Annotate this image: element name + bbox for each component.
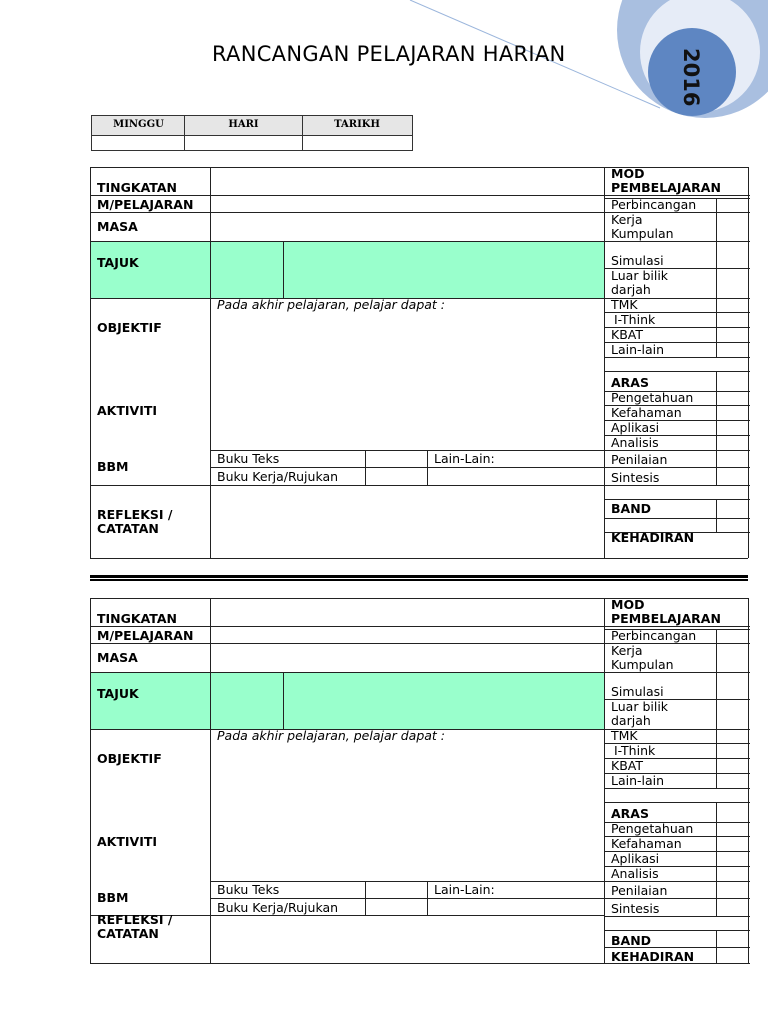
label-masa: MASA (97, 650, 138, 665)
tingkatan-input[interactable] (211, 168, 603, 195)
grid-line (604, 357, 750, 358)
grid-line (604, 788, 750, 789)
grid-line (210, 598, 211, 963)
label-tingkatan: TINGKATAN (97, 180, 177, 195)
grid-line (90, 167, 91, 558)
mod-kumpulan: Kumpulan (611, 226, 674, 241)
aras-kefahaman: Kefahaman (611, 836, 682, 851)
aras-penilaian: Penilaian (611, 883, 668, 898)
grid-line (210, 167, 211, 558)
checkbox-cell[interactable] (717, 421, 747, 435)
label-catatan: CATATAN (97, 521, 159, 536)
week-column-header: TARIKH (334, 119, 380, 130)
aras-aplikasi: Aplikasi (611, 420, 660, 435)
mod-perbincangan: Perbincangan (611, 628, 697, 643)
checkbox-cell[interactable] (717, 700, 747, 729)
kehadiran-label: KEHADIRAN (611, 530, 695, 545)
grid-line (283, 672, 284, 729)
grid-line (90, 241, 604, 242)
label-bbm: BBM (97, 890, 129, 905)
grid-line (604, 598, 605, 963)
week-cell-tarikh[interactable] (302, 116, 412, 150)
mod-kerja: Kerja (611, 643, 643, 658)
label-masa: MASA (97, 219, 138, 234)
grid-line (90, 485, 604, 486)
label-mata-pelajaran: M/PELAJARAN (97, 197, 194, 212)
checkbox-cell[interactable] (717, 644, 747, 672)
aras-analisis: Analisis (611, 435, 659, 450)
checkbox-cell[interactable] (717, 406, 747, 420)
checkbox-cell[interactable] (717, 882, 747, 898)
aras-pengetahuan: Pengetahuan (611, 821, 694, 836)
mod-simulasi: Simulasi (611, 253, 664, 268)
mod-kumpulan: Kumpulan (611, 657, 674, 672)
week-table (91, 115, 413, 151)
objektif-prompt: Pada akhir pelajaran, pelajar dapat : (217, 297, 446, 312)
grid-line (604, 802, 750, 803)
tingkatan-input[interactable] (211, 599, 603, 626)
grid-line (90, 643, 604, 644)
tajuk-input-1[interactable] (211, 243, 283, 297)
grid-line (90, 167, 604, 168)
aras-sintesis: Sintesis (611, 901, 660, 916)
aras-sintesis: Sintesis (611, 470, 660, 485)
aras-penilaian: Penilaian (611, 452, 668, 467)
grid-line (90, 598, 604, 599)
checkbox-cell[interactable] (717, 867, 747, 881)
grid-line (604, 195, 750, 196)
tajuk-input-2[interactable] (285, 243, 603, 297)
bbm-buku-kerja: Buku Kerja/Rujukan (217, 900, 339, 915)
mod-ithink: I-Think (614, 743, 656, 758)
bbm-lain-lain: Lain-Lain: (434, 882, 495, 897)
checkbox-cell[interactable] (717, 630, 747, 643)
mod-heading: MOD (611, 166, 645, 181)
year-badge (679, 48, 703, 107)
kehadiran-label: KEHADIRAN (611, 949, 695, 964)
section-divider (90, 579, 748, 581)
grid-line (604, 558, 748, 559)
grid-line (210, 898, 604, 899)
checkbox-cell[interactable] (717, 269, 747, 298)
grid-line (90, 212, 604, 213)
aras-aplikasi: Aplikasi (611, 851, 660, 866)
mod-lain-lain: Lain-lain (611, 342, 665, 357)
mod-perbincangan: Perbincangan (611, 197, 697, 212)
checkbox-cell[interactable] (717, 730, 747, 743)
mod-heading: MOD (611, 597, 645, 612)
label-objektif: OBJEKTIF (97, 751, 162, 766)
mod-darjah: darjah (611, 713, 651, 728)
mata-pelajaran-input[interactable] (211, 628, 603, 643)
week-cell-minggu[interactable] (92, 116, 185, 150)
aras-analisis: Analisis (611, 866, 659, 881)
bbm-buku-teks: Buku Teks (217, 451, 280, 466)
mod-heading-2: PEMBELAJARAN (611, 180, 721, 195)
mod-luar-bilik: Luar bilik (611, 268, 669, 283)
checkbox-cell[interactable] (717, 744, 747, 758)
grid-line (90, 626, 604, 627)
checkbox-cell[interactable] (717, 392, 747, 405)
grid-line (604, 485, 750, 486)
checkbox-cell[interactable] (717, 328, 747, 342)
mod-kbat: KBAT (611, 758, 643, 773)
label-bbm: BBM (97, 459, 129, 474)
label-refleksi: REFLEKSI / (97, 912, 173, 927)
objektif-prompt: Pada akhir pelajaran, pelajar dapat : (217, 728, 446, 743)
grid-line (283, 241, 284, 298)
mod-tmk: TMK (611, 297, 638, 312)
bbm-buku-kerja: Buku Kerja/Rujukan (217, 469, 339, 484)
masa-input[interactable] (211, 214, 603, 241)
aras-heading: ARAS (611, 806, 649, 821)
masa-input[interactable] (211, 645, 603, 672)
grid-line (210, 467, 604, 468)
grid-line (90, 672, 604, 673)
checkbox-cell[interactable] (717, 213, 747, 241)
tajuk-input-1[interactable] (211, 674, 283, 728)
mod-ithink: I-Think (614, 312, 656, 327)
grid-line (604, 626, 750, 627)
grid-line (604, 371, 750, 372)
objektif-aktiviti-input[interactable] (211, 314, 603, 450)
page-title: RANCANGAN PELAJARAN HARIAN (212, 42, 566, 66)
label-tajuk: TAJUK (97, 255, 139, 270)
checkbox-cell[interactable] (717, 242, 747, 268)
label-mata-pelajaran: M/PELAJARAN (97, 628, 194, 643)
mod-kerja: Kerja (611, 212, 643, 227)
grid-line (365, 450, 366, 485)
section-divider (90, 575, 748, 578)
bbm-lain-lain: Lain-Lain: (434, 451, 495, 466)
band-label: BAND (611, 933, 652, 948)
grid-line (748, 598, 749, 963)
aras-kefahaman: Kefahaman (611, 405, 682, 420)
mod-darjah: darjah (611, 282, 651, 297)
tajuk-input-2[interactable] (285, 674, 603, 728)
grid-line (604, 499, 750, 500)
mod-lain-lain: Lain-lain (611, 773, 665, 788)
grid-line (365, 881, 366, 916)
label-objektif: OBJEKTIF (97, 320, 162, 335)
checkbox-cell[interactable] (717, 673, 747, 699)
label-refleksi: REFLEKSI / (97, 507, 173, 522)
label-tingkatan: TINGKATAN (97, 611, 177, 626)
mod-luar-bilik: Luar bilik (611, 699, 669, 714)
mata-pelajaran-input[interactable] (211, 197, 603, 212)
week-column-header: HARI (228, 119, 259, 130)
label-tajuk: TAJUK (97, 686, 139, 701)
label-catatan: CATATAN (97, 926, 159, 941)
grid-line (604, 930, 750, 931)
checkbox-cell[interactable] (717, 774, 747, 788)
aras-pengetahuan: Pengetahuan (611, 390, 694, 405)
week-column-header: MINGGU (113, 119, 164, 130)
checkbox-cell[interactable] (717, 899, 747, 916)
year-text: 2016 (679, 48, 703, 107)
grid-line (90, 598, 91, 963)
mod-heading-2: PEMBELAJARAN (611, 611, 721, 626)
bbm-buku-teks: Buku Teks (217, 882, 280, 897)
label-aktiviti: AKTIVITI (97, 403, 158, 418)
grid-line (90, 963, 604, 964)
aras-heading: ARAS (611, 375, 649, 390)
checkbox-cell[interactable] (717, 436, 747, 450)
checkbox-cell[interactable] (717, 343, 747, 357)
grid-line (604, 916, 750, 917)
grid-line (90, 558, 604, 559)
objektif-aktiviti-input[interactable] (211, 745, 603, 881)
mod-tmk: TMK (611, 728, 638, 743)
checkbox-cell[interactable] (717, 199, 747, 212)
grid-line (716, 930, 717, 963)
grid-line (427, 450, 428, 485)
week-cell-hari[interactable] (184, 116, 303, 150)
checkbox-cell[interactable] (717, 313, 747, 327)
checkbox-cell[interactable] (717, 852, 747, 866)
grid-line (716, 499, 717, 532)
checkbox-cell[interactable] (717, 468, 747, 485)
checkbox-cell[interactable] (717, 823, 747, 836)
mod-kbat: KBAT (611, 327, 643, 342)
band-label: BAND (611, 501, 652, 516)
checkbox-cell[interactable] (717, 451, 747, 467)
grid-line (748, 167, 749, 558)
checkbox-cell[interactable] (717, 837, 747, 851)
checkbox-cell[interactable] (717, 299, 747, 312)
label-aktiviti: AKTIVITI (97, 834, 158, 849)
checkbox-cell[interactable] (717, 759, 747, 773)
grid-line (604, 518, 750, 519)
grid-line (90, 195, 604, 196)
mod-simulasi: Simulasi (611, 684, 664, 699)
grid-line (427, 881, 428, 916)
